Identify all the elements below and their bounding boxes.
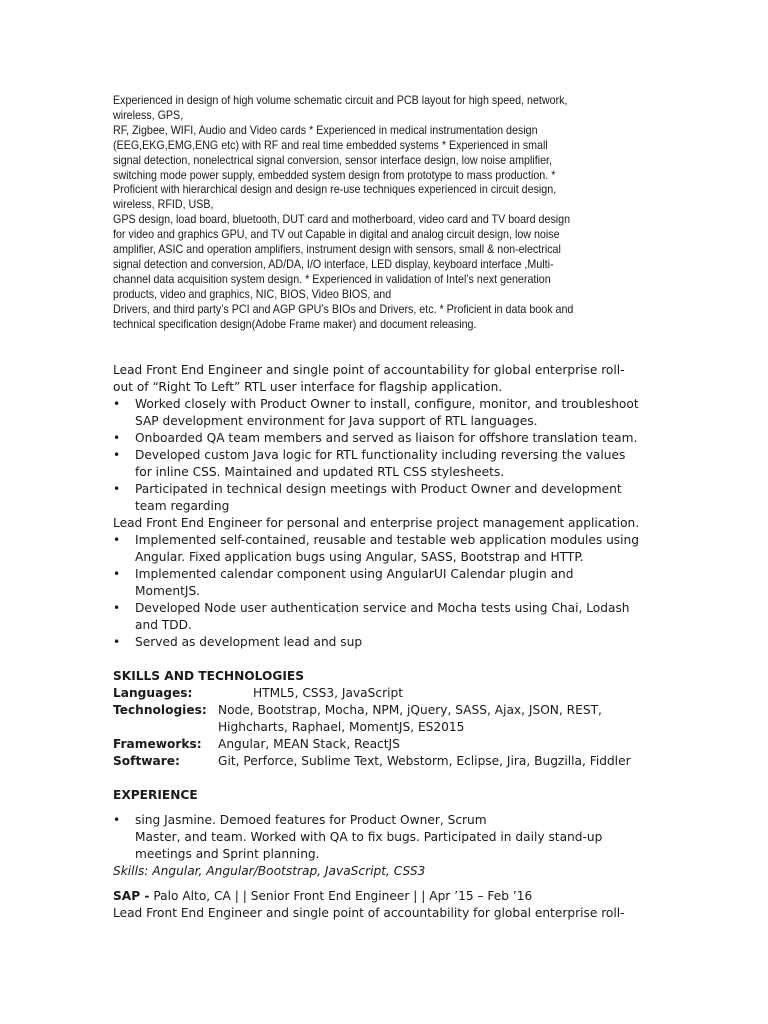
list-item [113,481,658,515]
skills-technologies-value: Node, Bootstrap, Mocha, NPM, jQuery, SASS, Ajax, JSON, REST, [218,703,602,717]
bullet-marker: • [113,397,121,411]
bullet-text: Developed Node user authentication service and Mocha tests using Chai, Lodash [135,601,630,615]
bullet-text: SAP development environment for Java support of RTL languages. [135,414,538,428]
skills-software-value: Git, Perforce, Sublime Text, Webstorm, Eclipse, Jira, Bugzilla, Fiddler [218,754,631,768]
experience-heading: EXPERIENCE [113,788,198,802]
intro-line: GPS design, load board, bluetooth, DUT card and motherboard, video card and TV board design [113,212,571,227]
list-item [113,600,658,634]
bullet-text: Onboarded QA team members and served as liaison for offshore translation team. [135,431,638,445]
intro-line: RF, Zigbee, WIFI, Audio and Video cards * Experienced in medical instrumentation design [113,122,538,137]
bullet-text: Worked closely with Product Owner to install, configure, monitor, and troubleshoot [135,397,639,411]
skills-software-label: Software: [113,754,180,768]
intro-line: Proficient with hierarchical design and design re-use techniques experienced in circuit design, [113,182,557,197]
intro-line: switching mode power supply, embedded system design from prototype to mass production. * [113,167,556,182]
resume-body [113,362,658,922]
bullet-text: Participated in technical design meetings with Product Owner and development [135,482,622,496]
list-item [113,532,658,566]
intro-line: wireless, GPS, [113,107,184,122]
intro-line: (EEG,EKG,EMG,ENG etc) with RF and real time embedded systems * Experienced in small [113,137,548,152]
skills-languages-value: HTML5, CSS3, JavaScript [253,686,403,700]
skills-heading: SKILLS AND TECHNOLOGIES [113,669,304,683]
bullet-text: team regarding [135,499,230,513]
skills-software-row [113,753,658,770]
bullet-marker: • [113,567,121,581]
experience-continuation-line: meetings and Sprint planning. [135,847,320,861]
job-title-line [113,888,658,905]
bullet-text: for inline CSS. Maintained and updated RTL CSS stylesheets. [135,465,505,479]
experience-skills-line: Skills: Angular, Angular/Bootstrap, JavaScript, CSS3 [113,864,426,878]
skills-frameworks-label: Frameworks: [113,737,202,751]
list-item [113,447,658,481]
skills-technologies-value: Highcharts, Raphael, MomentJS, ES2015 [218,720,465,734]
intro-line: wireless, RFID, USB, [113,197,214,212]
job-company: SAP - [113,889,150,903]
job-details: Palo Alto, CA | | Senior Front End Engineer | | Apr ’15 – Feb ’16 [149,889,533,903]
intro-paragraph [113,93,658,332]
skills-languages-label: Languages: [113,686,193,700]
role2-summary: Lead Front End Engineer for personal and enterprise project management application. [113,516,640,530]
intro-line: signal detection and conversion, AD/DA, I/O interface, LED display, keyboard interface ,Multi- [113,256,554,271]
list-item [113,396,658,430]
bullet-marker: • [113,448,121,462]
bullet-text: Angular. Fixed application bugs using Angular, SASS, Bootstrap and HTTP. [135,550,584,564]
role1-summary-line: out of “Right To Left” RTL user interface for flagship application. [113,380,503,394]
bullet-marker: • [113,601,121,615]
skills-frameworks-value: Angular, MEAN Stack, ReactJS [218,737,400,751]
bullet-text: sing Jasmine. Demoed features for Product Owner, Scrum [135,813,487,827]
bullet-text: Served as development lead and sup [135,635,363,649]
intro-line: signal detection, nonelectrical signal conversion, sensor interface design, low noise amplifier, [113,152,553,167]
bullet-marker: • [113,431,121,445]
bullet-text: and TDD. [135,618,192,632]
intro-line: for video and graphics GPU, and TV out Capable in digital and analog circuit design, low noise [113,227,560,242]
list-item [113,634,658,651]
bullet-marker: • [113,533,121,547]
skills-languages-row [113,685,658,702]
bullet-text: Implemented calendar component using AngularUI Calendar plugin and [135,567,574,581]
list-item [113,812,658,829]
bullet-marker: • [113,813,121,827]
role1-summary-line: Lead Front End Engineer and single point of accountability for global enterprise roll- [113,363,625,377]
bullet-text: Developed custom Java logic for RTL functionality including reversing the values [135,448,626,462]
intro-line: Experienced in design of high volume schematic circuit and PCB layout for high speed, network, [113,93,568,107]
intro-line: Drivers, and third party’s PCI and AGP GPU’s BIOs and Drivers, etc. * Proficient in data book and [113,301,574,316]
intro-line: products, video and graphics, NIC, BIOS, Video BIOS, and [113,286,392,301]
skills-technologies-row [113,702,658,736]
job-summary: Lead Front End Engineer and single point of accountability for global enterprise roll- [113,906,625,920]
experience-continuation-line: Master, and team. Worked with QA to fix bugs. Participated in daily stand-up [135,830,603,844]
skills-frameworks-row [113,736,658,753]
list-item [113,566,658,600]
intro-line: amplifier, ASIC and operation amplifiers, instrument design with sensors, small & non-electrical [113,242,561,257]
list-item [113,430,658,447]
intro-line: technical specification design(Adobe Frame maker) and document releasing. [113,316,477,331]
bullet-text: Implemented self-contained, reusable and testable web application modules using [135,533,639,547]
bullet-marker: • [113,635,121,649]
bullet-text: MomentJS. [135,584,201,598]
bullet-marker: • [113,482,121,496]
skills-technologies-label: Technologies: [113,703,207,717]
intro-line: channel data acquisition system design. * Experienced in validation of Intel’s next generation [113,271,551,286]
